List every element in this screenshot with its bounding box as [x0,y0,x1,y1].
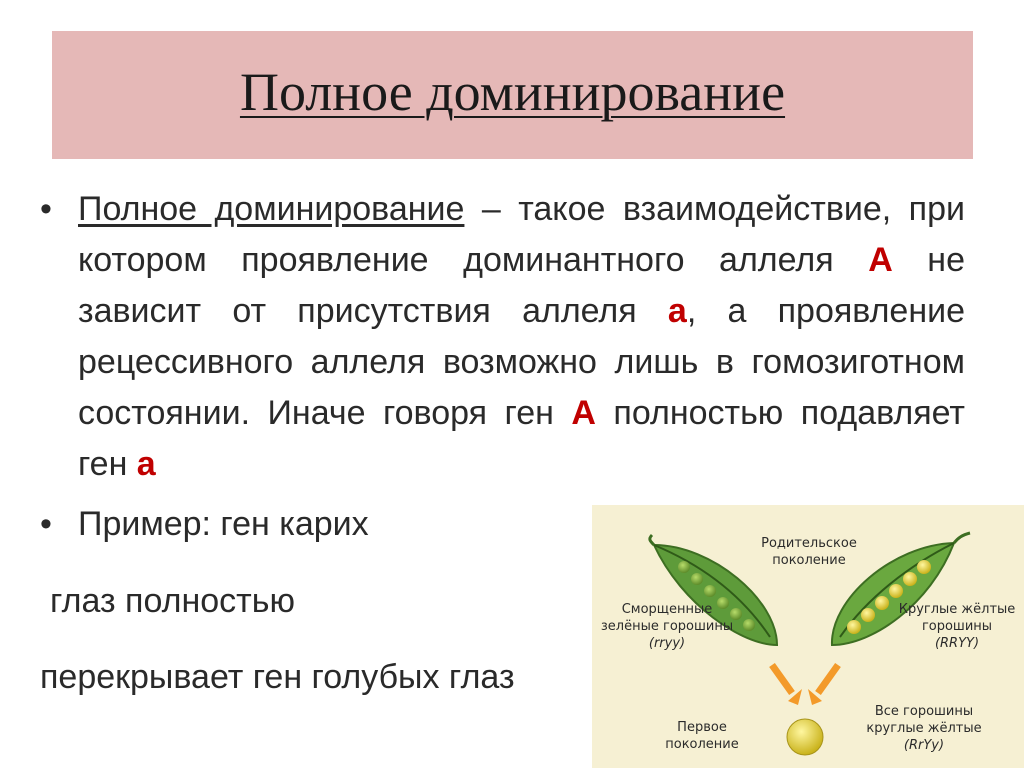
f1-pea [787,719,823,755]
definition-text-4: полностью подавляет ген [78,394,965,483]
bullet-dot: • [40,190,52,228]
wrinkled-green-label: Сморщенные зелёные горошины (rryy) [600,602,734,651]
f1-result-label: Все горошины круглые жёлтые (RrYy) [866,704,982,753]
bullet-dot: • [40,505,52,543]
definition-text-2: не зависит от присутствия аллеля [78,241,965,330]
dominant-allele: А [868,241,893,279]
f1-label: Первое поколение [665,720,739,752]
title-band [52,31,973,159]
example-line-1: Пример: ген карих [78,505,369,543]
example-line-2: глаз полностью [50,582,295,620]
pea-cross-illustration [592,505,1024,768]
recessive-allele: а [667,292,687,330]
cross-arrows [772,665,838,705]
definition-bullet [40,184,965,490]
round-yellow-label: Круглые жёлтые горошины (RRYY) [898,602,1016,651]
parents-label: Родительское поколение [761,536,857,568]
definition-term: Полное доминирование [78,190,465,228]
definition-text-1: – такое взаимодействие, при котором проявление доминантного аллеля [78,190,965,279]
example-line-3: перекрывает ген голубых глаз [40,658,515,696]
recessive-allele-2: а [136,445,156,483]
definition-text-3: , а проявление рецессивного аллеля возможно лишь в гомозиготном состоянии. Иначе говоря ген [78,292,965,432]
dominant-allele-2: А [571,394,596,432]
slide-title: Полное доминирование [239,62,786,122]
